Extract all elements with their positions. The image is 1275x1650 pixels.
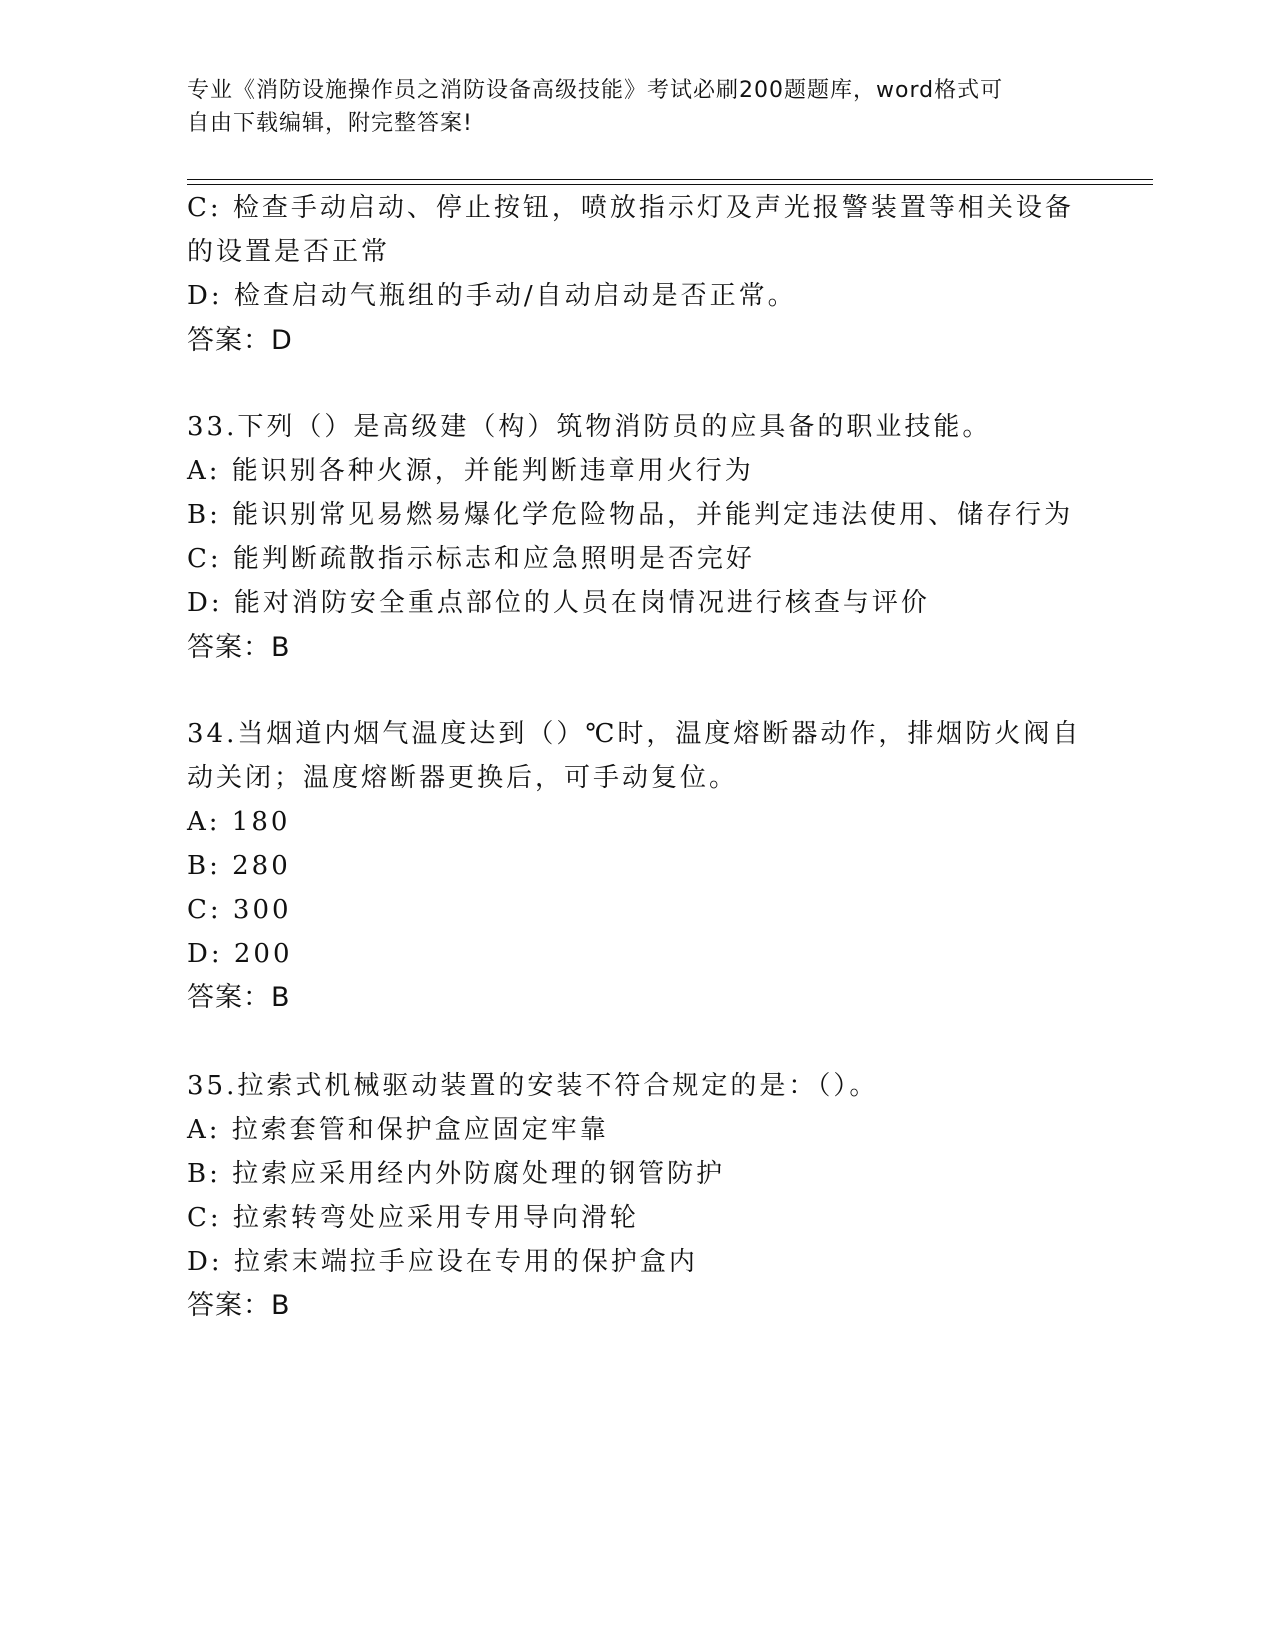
q32-option-c-line1: C: 检查手动启动、停止按钮，喷放指示灯及声光报警装置等相关设备 bbox=[187, 193, 1074, 223]
q32-option-d: D: 检查启动气瓶组的手动/自动启动是否正常。 bbox=[187, 281, 797, 311]
header-rule-top bbox=[187, 179, 1153, 180]
q35-option-c: C: 拉索转弯处应采用专用导向滑轮 bbox=[187, 1203, 639, 1233]
q33-option-c: C: 能判断疏散指示标志和应急照明是否完好 bbox=[187, 544, 755, 574]
q33-option-b: B: 能识别常见易燃易爆化学危险物品，并能判定违法使用、储存行为 bbox=[187, 500, 1074, 530]
q33-answer: 答案：B bbox=[187, 632, 291, 663]
q35-stem: 35.拉索式机械驱动装置的安装不符合规定的是：（）。 bbox=[187, 1071, 879, 1101]
q35-option-b: B: 拉索应采用经内外防腐处理的钢管防护 bbox=[187, 1159, 726, 1189]
q34-option-a: A: 180 bbox=[187, 807, 291, 837]
q34-option-b: B: 280 bbox=[187, 851, 291, 881]
header-line-1: 专业《消防设施操作员之消防设备高级技能》考试必刷200题题库，word格式可 bbox=[187, 78, 1004, 103]
q35-option-d: D: 拉索末端拉手应设在专用的保护盒内 bbox=[187, 1247, 698, 1277]
q35-option-a: A: 拉索套管和保护盒应固定牢靠 bbox=[187, 1115, 609, 1145]
header-rule-bottom bbox=[187, 184, 1153, 185]
q33-stem: 33.下列（）是高级建（构）筑物消防员的应具备的职业技能。 bbox=[187, 412, 992, 442]
q33-option-d: D: 能对消防安全重点部位的人员在岗情况进行核查与评价 bbox=[187, 588, 930, 618]
q33-option-a: A: 能识别各种火源，并能判断违章用火行为 bbox=[187, 456, 754, 486]
q34-stem-line2: 动关闭；温度熔断器更换后，可手动复位。 bbox=[187, 763, 739, 793]
q34-option-c: C: 300 bbox=[187, 895, 292, 925]
q34-option-d: D: 200 bbox=[187, 939, 293, 969]
document-header bbox=[187, 74, 1087, 140]
header-line-2: 自由下载编辑，附完整答案! bbox=[187, 111, 473, 136]
q34-stem-line1: 34.当烟道内烟气温度达到（）℃时，温度熔断器动作，排烟防火阀自 bbox=[187, 719, 1082, 749]
q34-answer: 答案：B bbox=[187, 982, 291, 1013]
q35-answer: 答案：B bbox=[187, 1290, 291, 1321]
q32-option-c-line2: 的设置是否正常 bbox=[187, 237, 391, 267]
q32-answer: 答案：D bbox=[187, 325, 293, 356]
